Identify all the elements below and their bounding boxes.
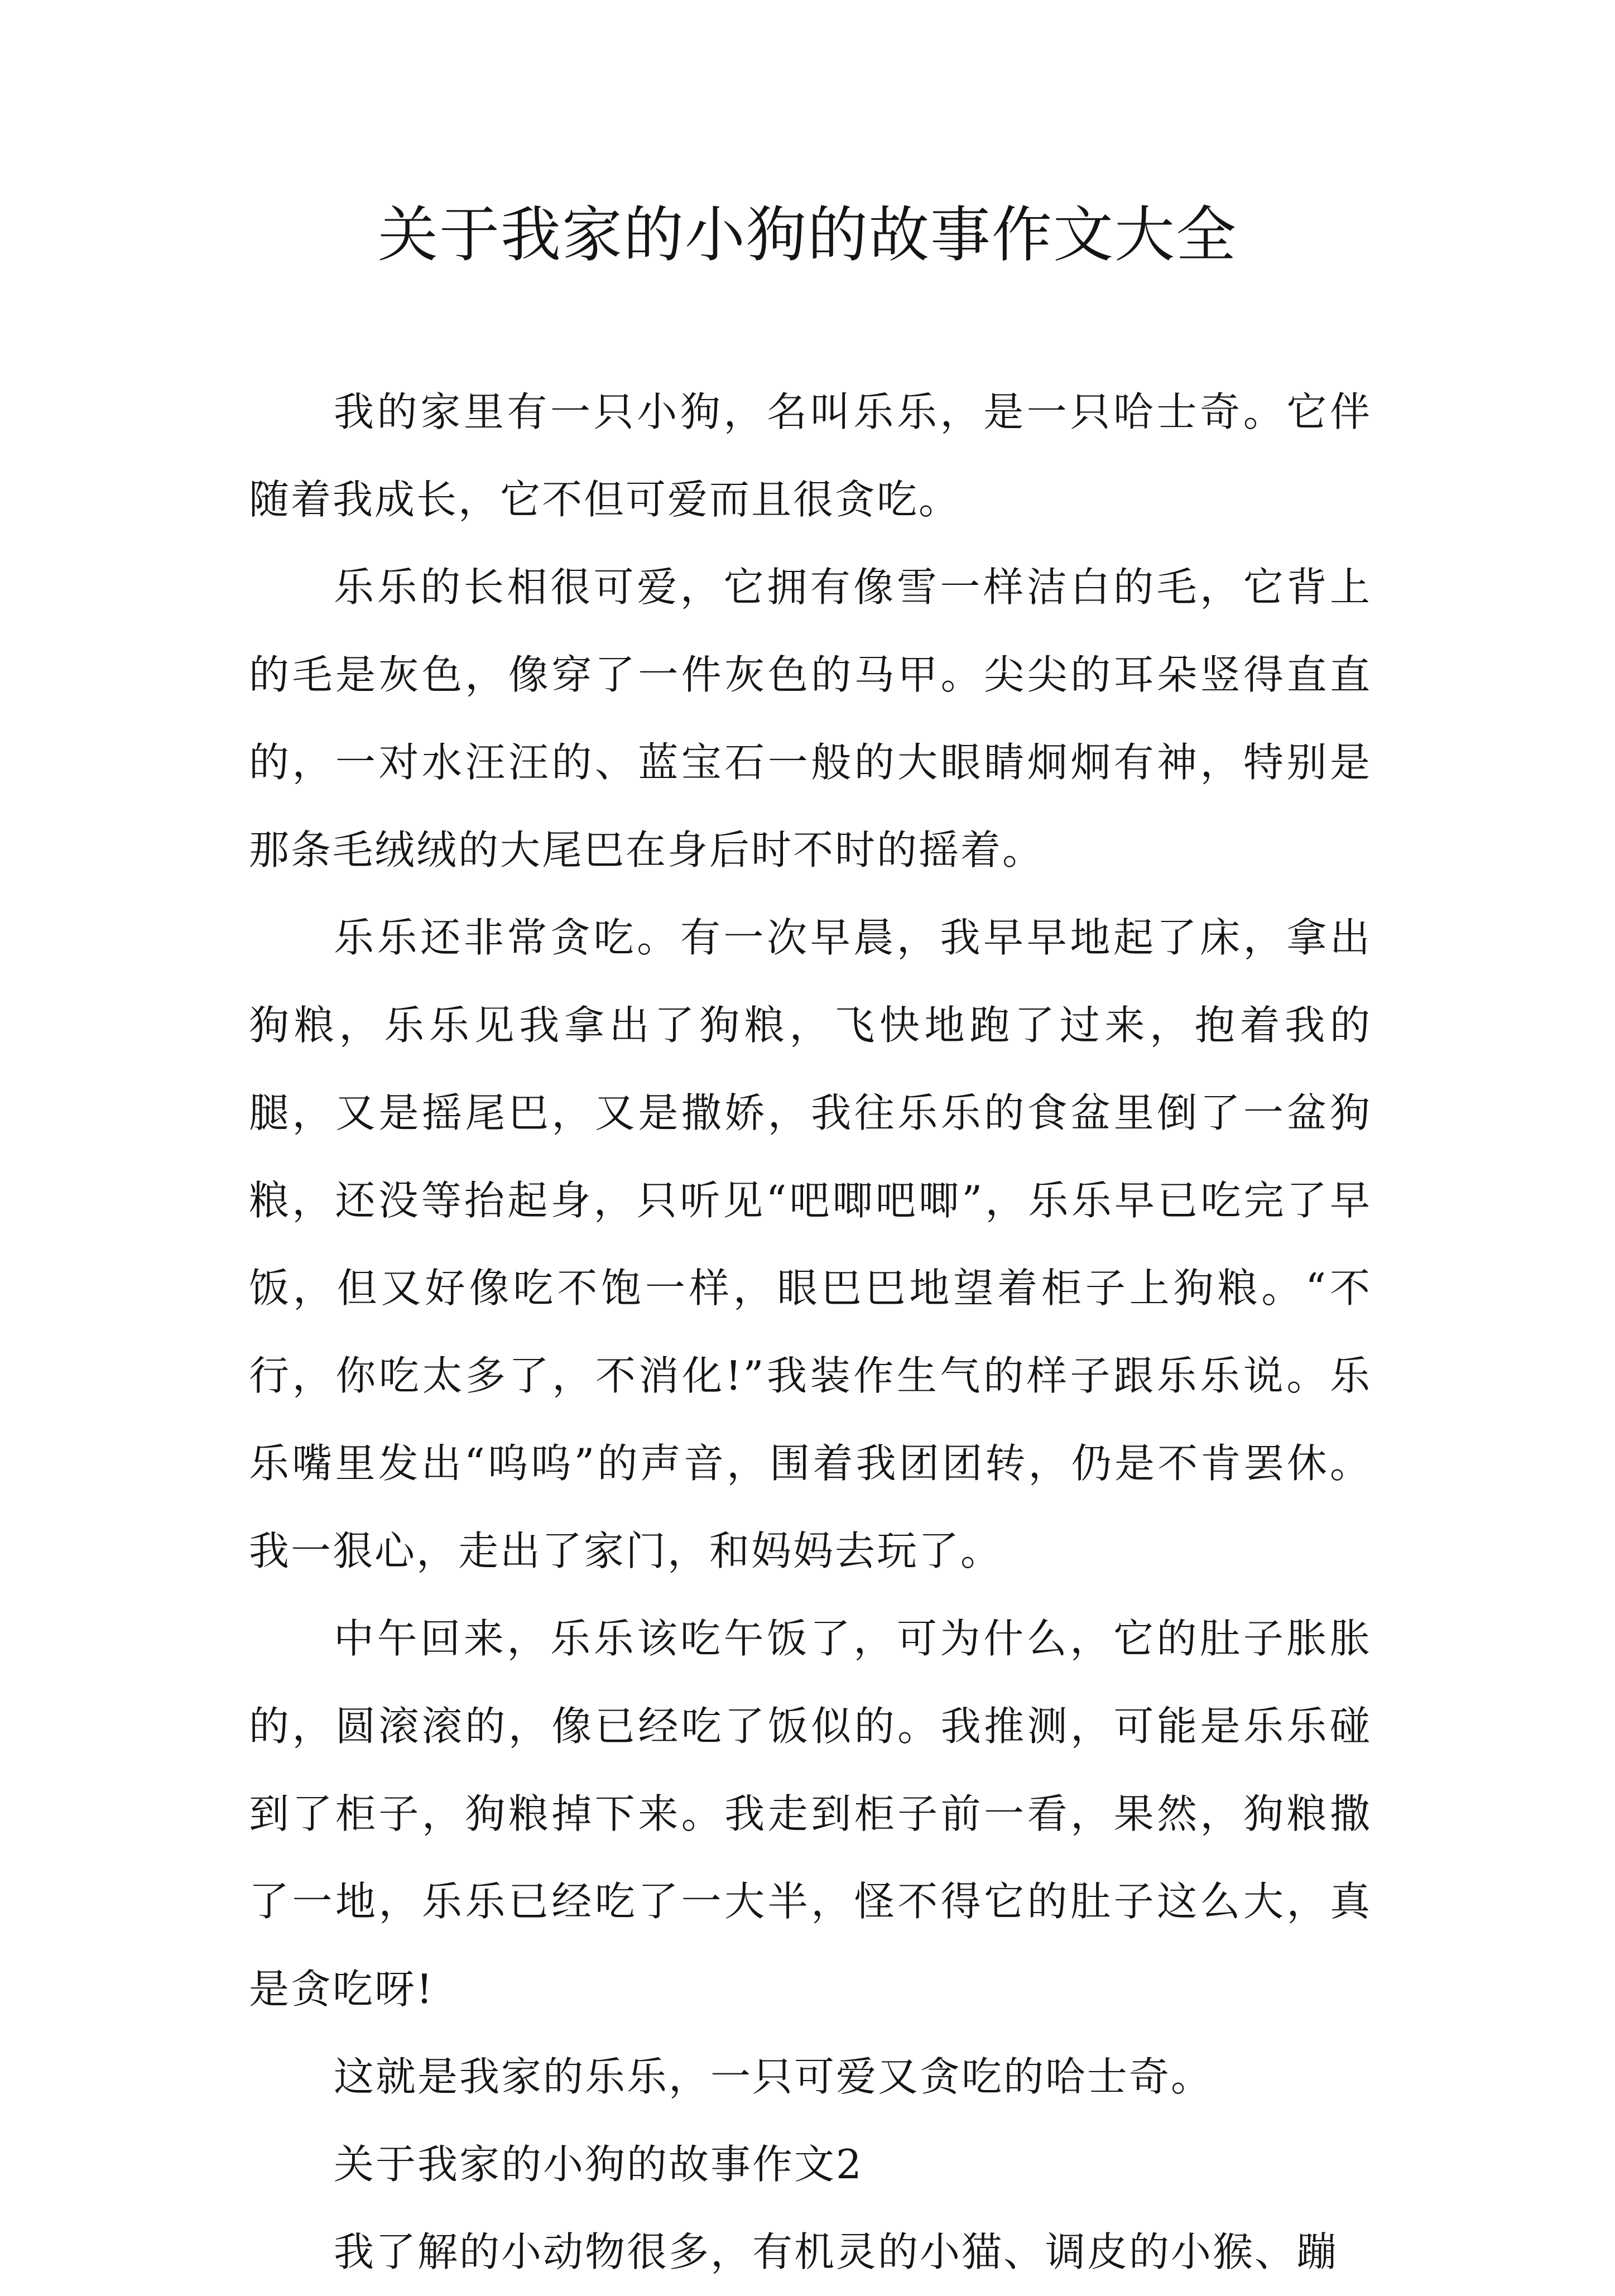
paragraph: 中午回来，乐乐该吃午饭了，可为什么，它的肚子胀胀的，圆滚滚的，像已经吃了饭似的。我推测，可能是乐乐碰到了柜子，狗粮掉下来。我走到柜子前一看，果然，狗粮撒了一地，乐乐已经吃了一大半，怪不得它的肚子这么大，真是贪吃呀!: [249, 1615, 1372, 2012]
section-heading: 关于我家的小狗的故事作文2: [334, 2141, 863, 2188]
document-title: 关于我家的小狗的故事作文大全: [377, 200, 1237, 270]
paragraph: 乐乐的长相很可爱，它拥有像雪一样洁白的毛，它背上的毛是灰色，像穿了一件灰色的马甲。尖尖的耳朵竖得直直的，一对水汪汪的、蓝宝石一般的大眼睛炯炯有神，特别是那条毛绒绒的大尾巴在身后时不时的摇着。: [249, 564, 1372, 873]
paragraph: 乐乐还非常贪吃。有一次早晨，我早早地起了床，拿出狗粮，乐乐见我拿出了狗粮，飞快地跑了过来，抱着我的腿，又是摇尾巴，又是撒娇，我往乐乐的食盆里倒了一盆狗粮，还没等抬起身，只听见“吧唧吧唧”，乐乐早已吃完了早饭，但又好像吃不饱一样，眼巴巴地望着柜子上狗粮。“不行，你吃太多了，不消化!”我装作生气的样子跟乐乐说。乐乐嘴里发出“呜呜”的声音，围着我团团转，仍是不肯罢休。我一狠心，走出了家门，和妈妈去玩了。: [249, 914, 1372, 1574]
paragraph: 这就是我家的乐乐，一只可爱又贪吃的哈士奇。: [334, 2053, 1213, 2100]
paragraph: 我了解的小动物很多，有机灵的小猫、调皮的小猴、蹦: [334, 2228, 1339, 2275]
document-body: [249, 368, 1372, 2296]
paragraph: 我的家里有一只小狗，名叫乐乐，是一只哈士奇。它伴随着我成长，它不但可爱而且很贪吃。: [249, 388, 1372, 523]
